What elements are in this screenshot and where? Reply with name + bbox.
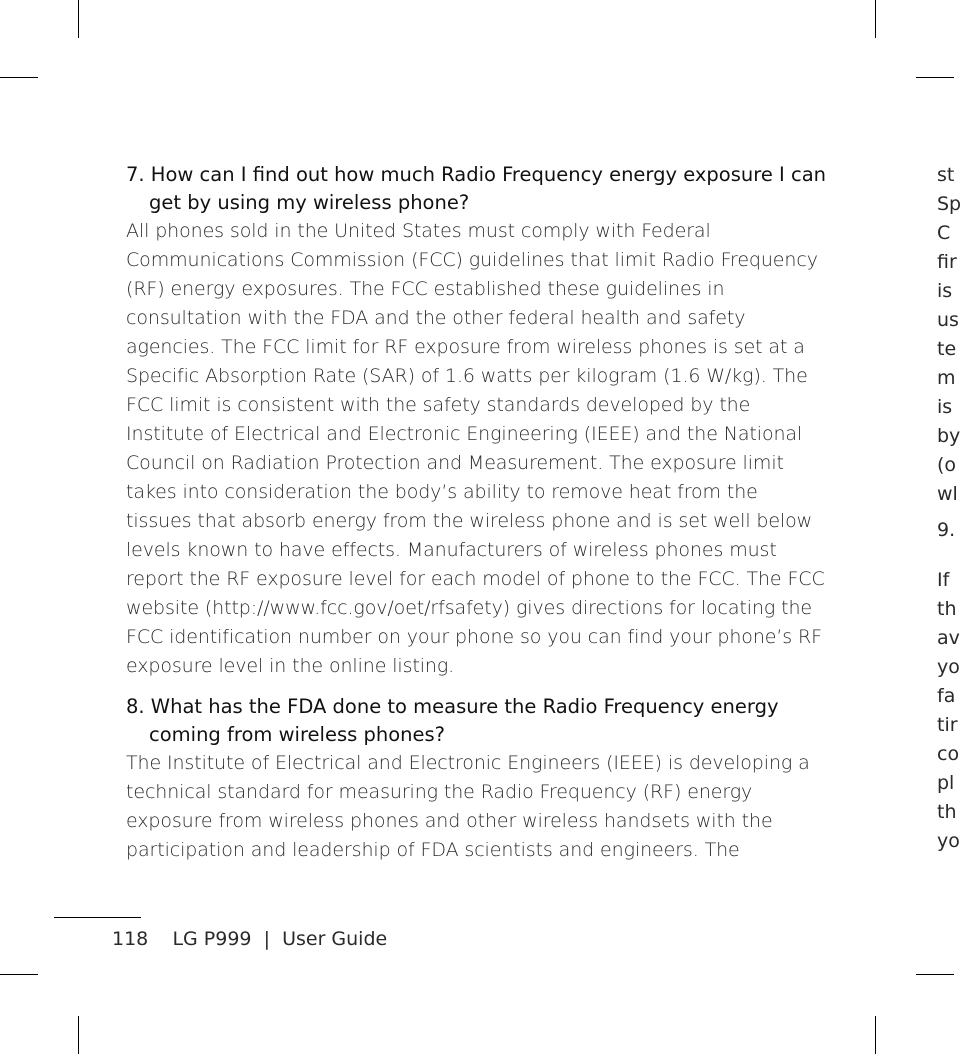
footer-rule (54, 917, 141, 918)
question-8-answer: The Institute of Electrical and Electronic Engineers (IEEE) is developing a technical standard for measuring the Radio Frequency (RF) energy exposure from wireless phones and other wireless handsets with the participation and leadership of FDA scientists and engineers. The (126, 752, 810, 861)
fragment: yo (937, 830, 960, 852)
fragment: fa (937, 685, 956, 707)
page-number: 118 (112, 928, 149, 950)
next-page-column (937, 161, 977, 856)
fragment: is (937, 280, 953, 302)
question-7-heading: 7. How can I find out how much Radio Frequency energy exposure I can get by using my wireless phone? (126, 163, 827, 214)
question-7-answer: All phones sold in the United States must comply with Federal Communications Commission (FCC) guidelines that limit Radio Frequency (RF) energy exposures. The FCC established these guidelines in consultation with the FDA and the other federal health and safety agencies. The FCC limit for RF exposure from wireless phones is set at a Specific Absorption Rate (SAR) of 1.6 watts per kilogram (1.6 W/kg). The FCC limit is consistent with the safety standards developed by the Institute of Electrical and Electronic Engineering (IEEE) and the National Council on Radiation Protection and Measurement. The exposure limit takes into consideration the body’s ability to remove heat from the tissues that absorb energy from the wireless phone and is set well below levels known to have effects. Manufacturers of wireless phones must report the RF exposure level for each model of phone to the FCC. The FCC website (http://www.fcc.gov/oet/rfsafety) gives directions for locating the FCC identification number on your phone so you can find your phone’s RF exposure level in the online listing. (126, 220, 825, 677)
crop-mark (0, 974, 38, 975)
fragment: wl (937, 483, 958, 505)
fragment: th (937, 598, 957, 620)
fragment: fir (937, 251, 957, 273)
crop-mark (916, 974, 954, 975)
fragment: yo (937, 656, 960, 678)
fragment: th (937, 801, 957, 823)
fragment: us (937, 309, 959, 331)
page-footer (112, 925, 387, 953)
crop-mark (78, 1016, 79, 1054)
fragment: te (937, 338, 957, 360)
fragment: is (937, 396, 953, 418)
footer-title: LG P999 | User Guide (172, 928, 388, 950)
crop-mark (0, 77, 38, 78)
crop-mark (78, 0, 79, 38)
fragment: m (937, 367, 956, 389)
fragment: by (937, 425, 961, 447)
crop-mark (875, 1016, 876, 1054)
fragment: Sp (937, 193, 962, 215)
fragment: tir (937, 714, 958, 736)
fragment: C (937, 222, 951, 244)
fragment: st (937, 164, 955, 186)
question-9-fragment: 9. (937, 519, 956, 541)
fragment: (o (937, 454, 957, 476)
question-8-heading: 8. What has the FDA done to measure the Radio Frequency energy coming from wireless phones? (126, 695, 779, 746)
crop-mark (916, 77, 954, 78)
fragment: pl (937, 772, 955, 794)
main-column (126, 161, 826, 865)
fragment: co (937, 743, 960, 765)
fragment: If (937, 569, 950, 591)
fragment: av (937, 627, 960, 649)
crop-mark (875, 0, 876, 38)
